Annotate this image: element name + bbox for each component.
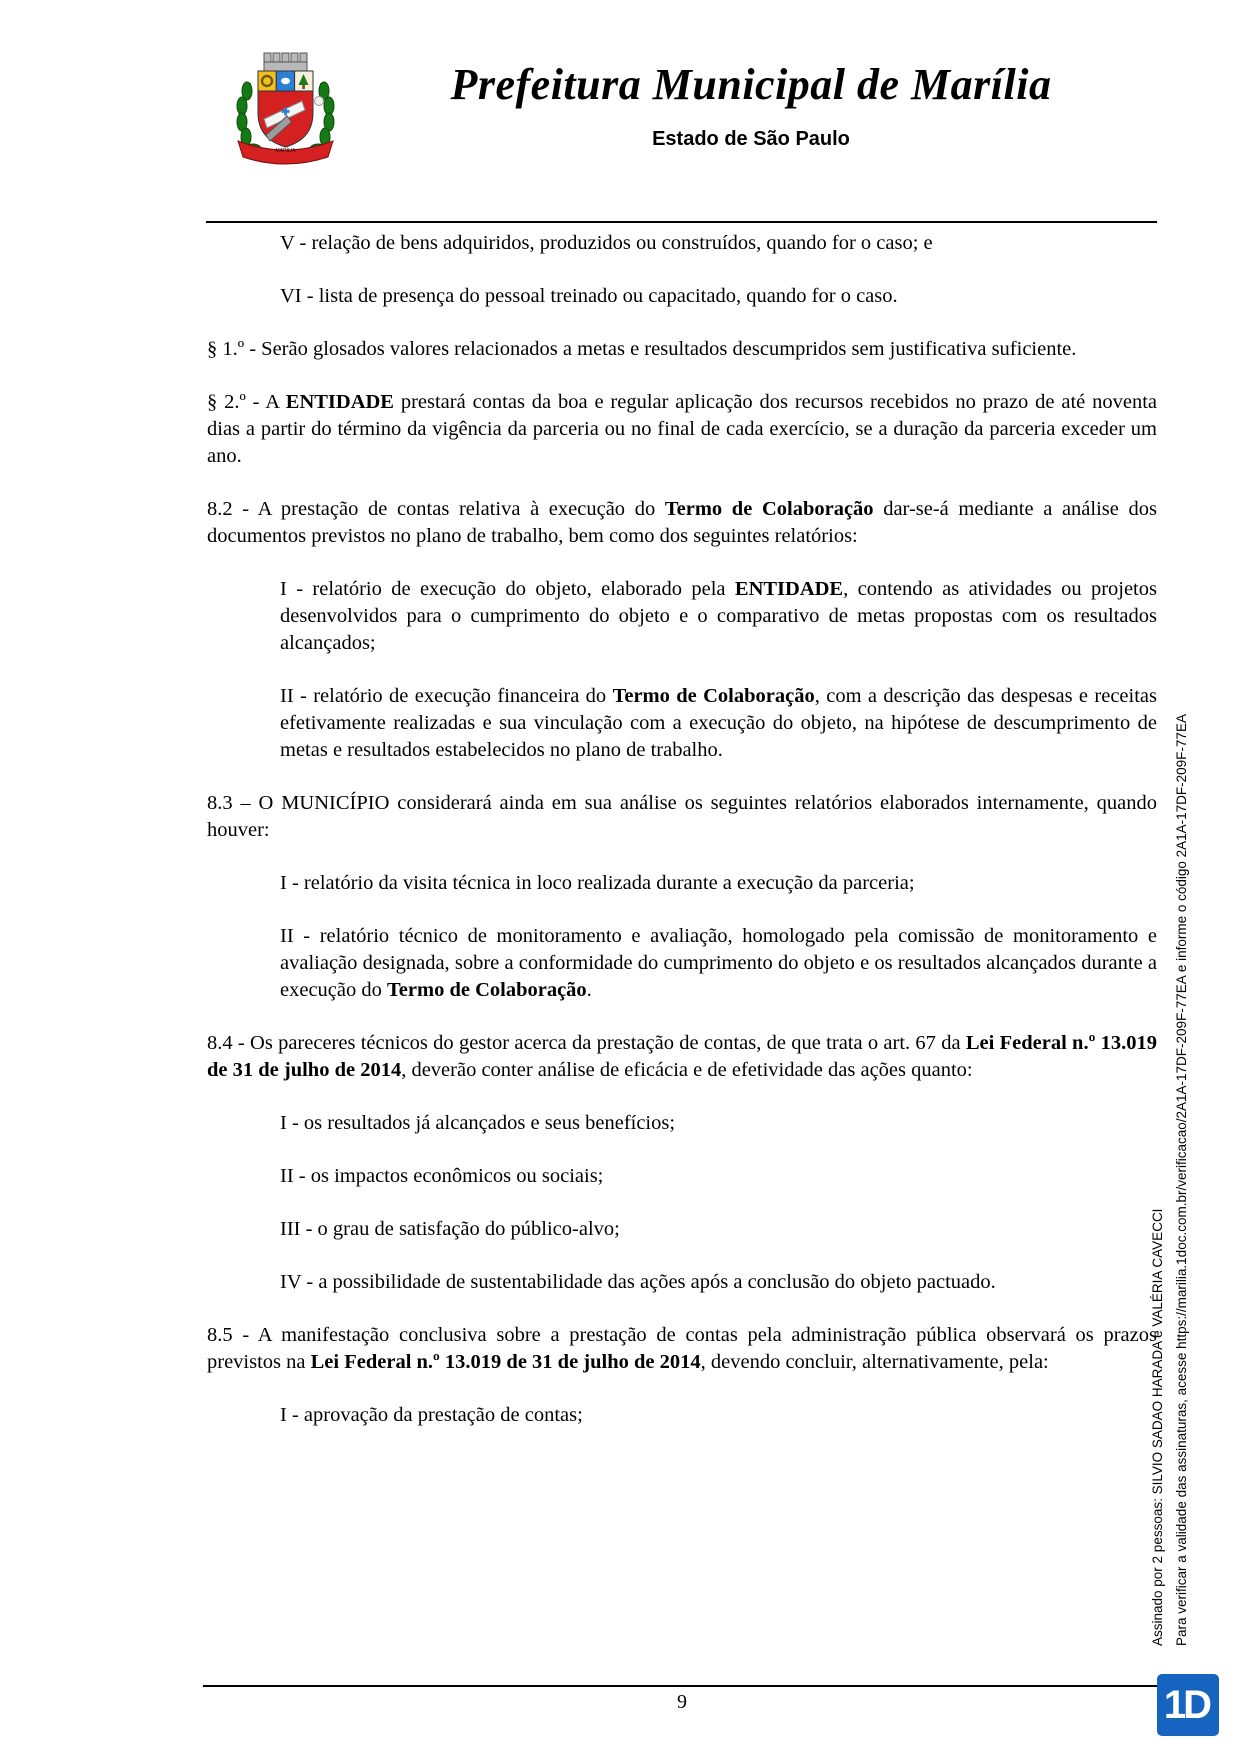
letterhead-subtitle: Estado de São Paulo: [652, 128, 850, 150]
onedoc-logo: [1157, 1674, 1219, 1736]
paragraph: I - relatório de execução do objeto, elaborado pela ENTIDADE, contendo as atividades ou projetos desenvolvidos para o cumprimento do objeto e o comparativo de metas propostas com os resultados alcançados;: [280, 578, 1157, 654]
paragraph: V - relação de bens adquiridos, produzidos ou construídos, quando for o caso; e: [280, 232, 933, 254]
paragraph: § 2.º - A ENTIDADE prestará contas da boa e regular aplicação dos recursos recebidos no prazo de até noventa dias a partir do término da vigência da parceria ou no final de cada exercício, se a duração da parceria exceder um ano.: [207, 391, 1157, 467]
paragraph: II - os impactos econômicos ou sociais;: [280, 1165, 604, 1187]
paragraph: I - os resultados já alcançados e seus benefícios;: [280, 1112, 676, 1134]
paragraph: § 1.º - Serão glosados valores relacionados a metas e resultados descumpridos sem justificativa suficiente.: [207, 338, 1077, 360]
letterhead: [228, 45, 1157, 205]
paragraph: 8.2 - A prestação de contas relativa à execução do Termo de Colaboração dar-se-á mediante a análise dos documentos previstos no plano de trabalho, bem como dos seguintes relatórios:: [207, 498, 1157, 547]
paragraph: VI - lista de presença do pessoal treinado ou capacitado, quando for o caso.: [280, 285, 898, 307]
paragraph: 8.5 - A manifestação conclusiva sobre a prestação de contas pela administração pública observará os prazos previstos na Lei Federal n.º 13.019 de 31 de julho de 2014, devendo concluir, alternativamente, pela:: [207, 1324, 1157, 1373]
shield-icon: [258, 71, 313, 147]
paragraph: I - aprovação da prestação de contas;: [280, 1404, 583, 1426]
signature-verification-vertical-text: Para verificar a validade das assinaturas, acesse https://marilia.1doc.com.br/verificacao/2A1A-17DF-209F-77EA e informe o código 2A1A-17DF-209F-77EA: [1174, 714, 1189, 1646]
paragraph: 8.4 - Os pareceres técnicos do gestor acerca da prestação de contas, de que trata o art. 67 da Lei Federal n.º 13.019 de 31 de julho de 2014, deverão conter análise de eficácia e de efetividade das ações quanto:: [207, 1032, 1157, 1081]
paragraph: I - relatório da visita técnica in loco realizada durante a execução da parceria;: [280, 872, 915, 894]
page-title: Prefeitura Municipal de Marília: [450, 60, 1052, 109]
page-number: 9: [677, 1691, 687, 1713]
footer-divider: [203, 1685, 1158, 1687]
paragraph: IV - a possibilidade de sustentabilidade das ações após a conclusão do objeto pactuado.: [280, 1271, 996, 1293]
mural-crown-icon: [264, 53, 307, 71]
signature-attestation-vertical-text: Assinado por 2 pessoas: SILVIO SADAO HARADA e VALÉRIA CAVECCI: [1150, 1208, 1165, 1646]
paragraph: III - o grau de satisfação do público-alvo;: [280, 1218, 620, 1240]
coat-of-arms-logo: [228, 45, 343, 165]
paragraph: 8.3 – O MUNICÍPIO considerará ainda em sua análise os seguintes relatórios elaborados internamente, quando houver:: [207, 792, 1157, 841]
onedoc-logo-text: 1D: [1163, 1682, 1210, 1727]
paragraph: II - relatório técnico de monitoramento e avaliação, homologado pela comissão de monitoramento e avaliação designada, sobre a conformidade do cumprimento do objeto e os resultados alcançados durante a execução do Termo de Colaboração.: [280, 925, 1157, 1001]
ribbon-motto-text: MARÍLIA: [275, 148, 296, 154]
document-body: [207, 204, 1157, 1429]
paragraph: II - relatório de execução financeira do Termo de Colaboração, com a descrição das despesas e receitas efetivamente realizadas e sua vinculação com a execução do objeto, na hipótese de descumprimento de metas e resultados estabelecidos no plano de trabalho.: [280, 685, 1157, 761]
